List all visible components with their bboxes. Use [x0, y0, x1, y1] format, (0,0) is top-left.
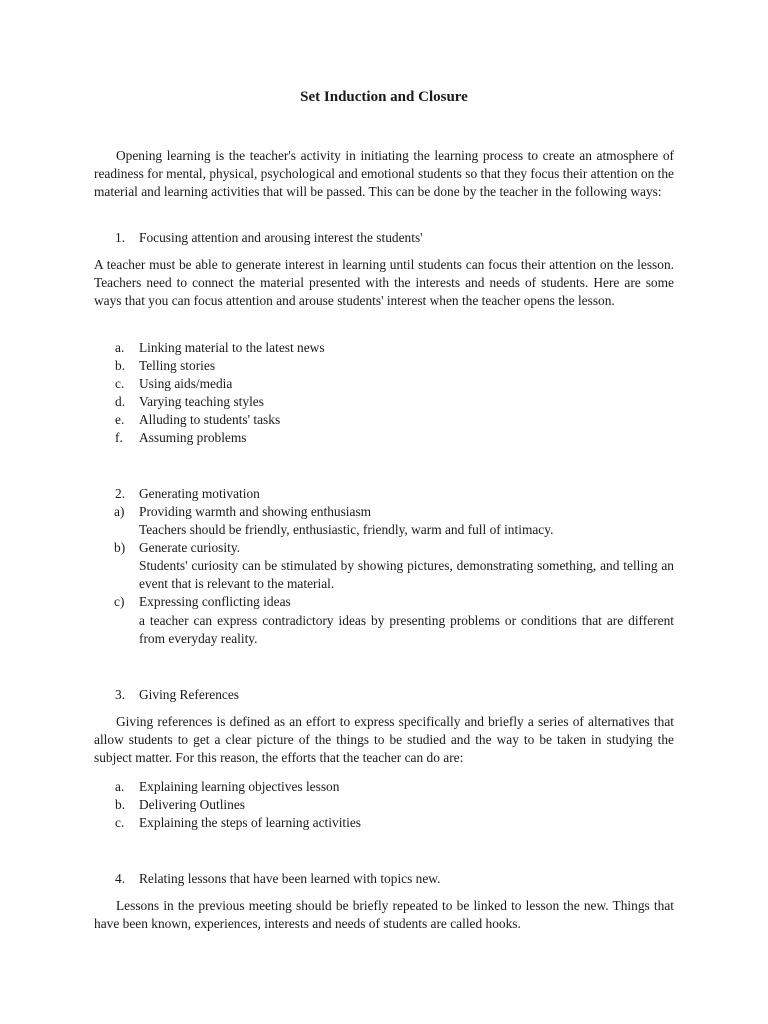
section-number: 1. — [115, 230, 126, 245]
list-item-text: Telling stories — [139, 358, 216, 373]
section-3-paragraph: Giving references is defined as an effort to express specifically and briefly a series of alternatives that allow students to get a clear picture of the things to be studied and the way to be taken in studying the subject matter. For this reason, the efforts that the teacher can do are: — [94, 714, 674, 765]
list-marker: c) — [114, 594, 125, 609]
section-1-paragraph: A teacher must be able to generate interest in learning until students can focus their attention on the lesson. Teachers need to connect the material presented with the interests and needs of students. Here are some ways that you can focus attention and arouse students' interest when the teacher opens the lesson. — [94, 257, 674, 308]
section-heading-text: Giving References — [139, 687, 240, 702]
list-item-text: Providing warmth and showing enthusiasm — [139, 504, 372, 519]
list-marker: a. — [115, 779, 125, 794]
list-marker: f. — [115, 430, 123, 445]
list-marker: d. — [115, 394, 126, 409]
list-item-description: Teachers should be friendly, enthusiastic, friendly, warm and full of intimacy. — [139, 522, 554, 537]
list-item-description: Students' curiosity can be stimulated by showing pictures, demonstrating something, and telling an event that is relevant to the material. — [139, 558, 674, 591]
section-heading-text: Relating lessons that have been learned with topics new. — [139, 871, 441, 886]
list-item-text: Explaining learning objectives lesson — [139, 779, 340, 794]
list-item-text: Using aids/media — [139, 376, 233, 391]
list-item-description: a teacher can express contradictory ideas by presenting problems or conditions that are different from everyday reality. — [139, 613, 674, 646]
list-item-text: Explaining the steps of learning activities — [139, 815, 362, 830]
section-number: 4. — [115, 871, 126, 886]
list-item-text: Assuming problems — [139, 430, 247, 445]
section-heading-text: Generating motivation — [139, 486, 260, 501]
page-title: Set Induction and Closure — [300, 89, 468, 105]
list-marker: c. — [115, 376, 125, 391]
list-marker: c. — [115, 815, 125, 830]
list-marker: a. — [115, 340, 125, 355]
section-number: 3. — [115, 687, 126, 702]
list-marker: e. — [115, 412, 125, 427]
section-number: 2. — [115, 486, 126, 501]
list-item-text: Generate curiosity. — [139, 540, 241, 555]
list-marker: a) — [114, 504, 125, 519]
list-item-text: Linking material to the latest news — [139, 340, 325, 355]
intro-paragraph: Opening learning is the teacher's activity in initiating the learning process to create an atmosphere of readiness for mental, physical, psychological and emotional students so that they focus their attention on the material and learning activities that will be passed. This can be done by the teacher in the following ways: — [94, 148, 674, 199]
section-heading-text: Focusing attention and arousing interest the students' — [139, 230, 423, 245]
list-marker: b. — [115, 797, 126, 812]
list-item-text: Varying teaching styles — [139, 394, 264, 409]
section-4-paragraph: Lessons in the previous meeting should be briefly repeated to be linked to lesson the new. Things that have been known, experiences, interests and needs of students are called hooks. — [94, 898, 674, 931]
list-marker: b. — [115, 358, 126, 373]
list-item-text: Delivering Outlines — [139, 797, 245, 812]
list-marker: b) — [114, 540, 126, 555]
list-item-text: Expressing conflicting ideas — [139, 594, 291, 609]
list-item-text: Alluding to students' tasks — [139, 412, 281, 427]
